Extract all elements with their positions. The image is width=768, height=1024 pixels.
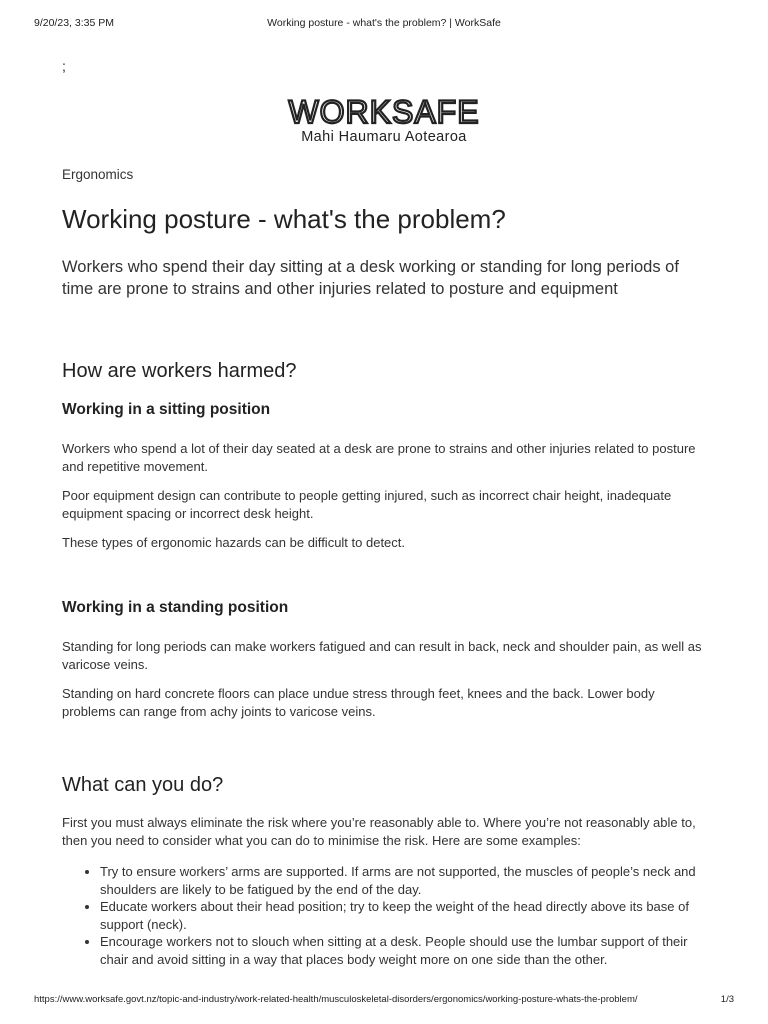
print-footer	[34, 994, 734, 1008]
page-url[interactable]: https://www.worksafe.govt.nz/topic-and-industry/work-related-health/musculoskeletal-disorders/ergonomics/working-posture-whats-the-problem/	[34, 994, 638, 1005]
worksafe-wordmark-logo	[275, 96, 493, 126]
standing-heading: Working in a standing position	[62, 599, 289, 616]
standing-paragraph: Standing on hard concrete floors can place undue stress through feet, knees and the back. Lower body problems can range from achy joints to varicose veins.	[62, 686, 655, 719]
logo-wordmark-text: WORKSAFE	[288, 96, 480, 126]
worksafe-logo[interactable]	[0, 96, 768, 145]
harm-heading: How are workers harmed?	[62, 360, 297, 382]
print-timestamp: 9/20/23, 3:35 PM	[34, 17, 114, 29]
sitting-heading: Working in a sitting position	[62, 401, 271, 418]
sitting-paragraph: Poor equipment design can contribute to people getting injured, such as incorrect chair height, inadequate equipment spacing or incorrect desk height.	[62, 488, 672, 521]
action-heading: What can you do?	[62, 774, 224, 796]
print-header	[34, 17, 734, 31]
list-item: • Educate workers about their head position; try to keep the weight of the head directly above its base of support (neck).	[100, 898, 708, 933]
sitting-paragraph: These types of ergonomic hazards can be difficult to detect.	[62, 535, 406, 550]
list-item: • Encourage workers not to slouch when sitting at a desk. People should use the lumbar support of their chair and avoid sitting in a way that places body weight more on one side than the other.	[100, 933, 708, 968]
page-number: 1/3	[720, 994, 734, 1005]
standing-paragraph: Standing for long periods can make workers fatigued and can result in back, neck and shoulder pain, as well as varicose veins.	[62, 639, 702, 672]
article	[62, 167, 708, 968]
print-page-title: Working posture - what's the problem? | WorkSafe	[267, 17, 501, 29]
logo-subtitle: Mahi Haumaru Aotearoa	[301, 129, 467, 145]
list-item: • Try to ensure workers’ arms are supported. If arms are not supported, the muscles of people’s neck and shoulders are likely to be fatigued by the end of the day.	[100, 863, 708, 898]
breadcrumb[interactable]: Ergonomics	[62, 167, 134, 182]
action-bullet-list	[62, 863, 708, 968]
lead-paragraph: Workers who spend their day sitting at a desk working or standing for long periods of time are prone to strains and other injuries related to posture and equipment	[62, 258, 679, 298]
action-intro: First you must always eliminate the risk where you’re reasonably able to. Where you’re not reasonably able to, then you need to consider what you can do to minimise the risk. Here are some examples:	[62, 815, 696, 848]
sitting-paragraph: Workers who spend a lot of their day seated at a desk are prone to strains and other injuries related to posture and repetitive movement.	[62, 441, 696, 474]
stray-semicolon: ;	[62, 58, 66, 74]
page-title: Working posture - what's the problem?	[62, 204, 506, 234]
